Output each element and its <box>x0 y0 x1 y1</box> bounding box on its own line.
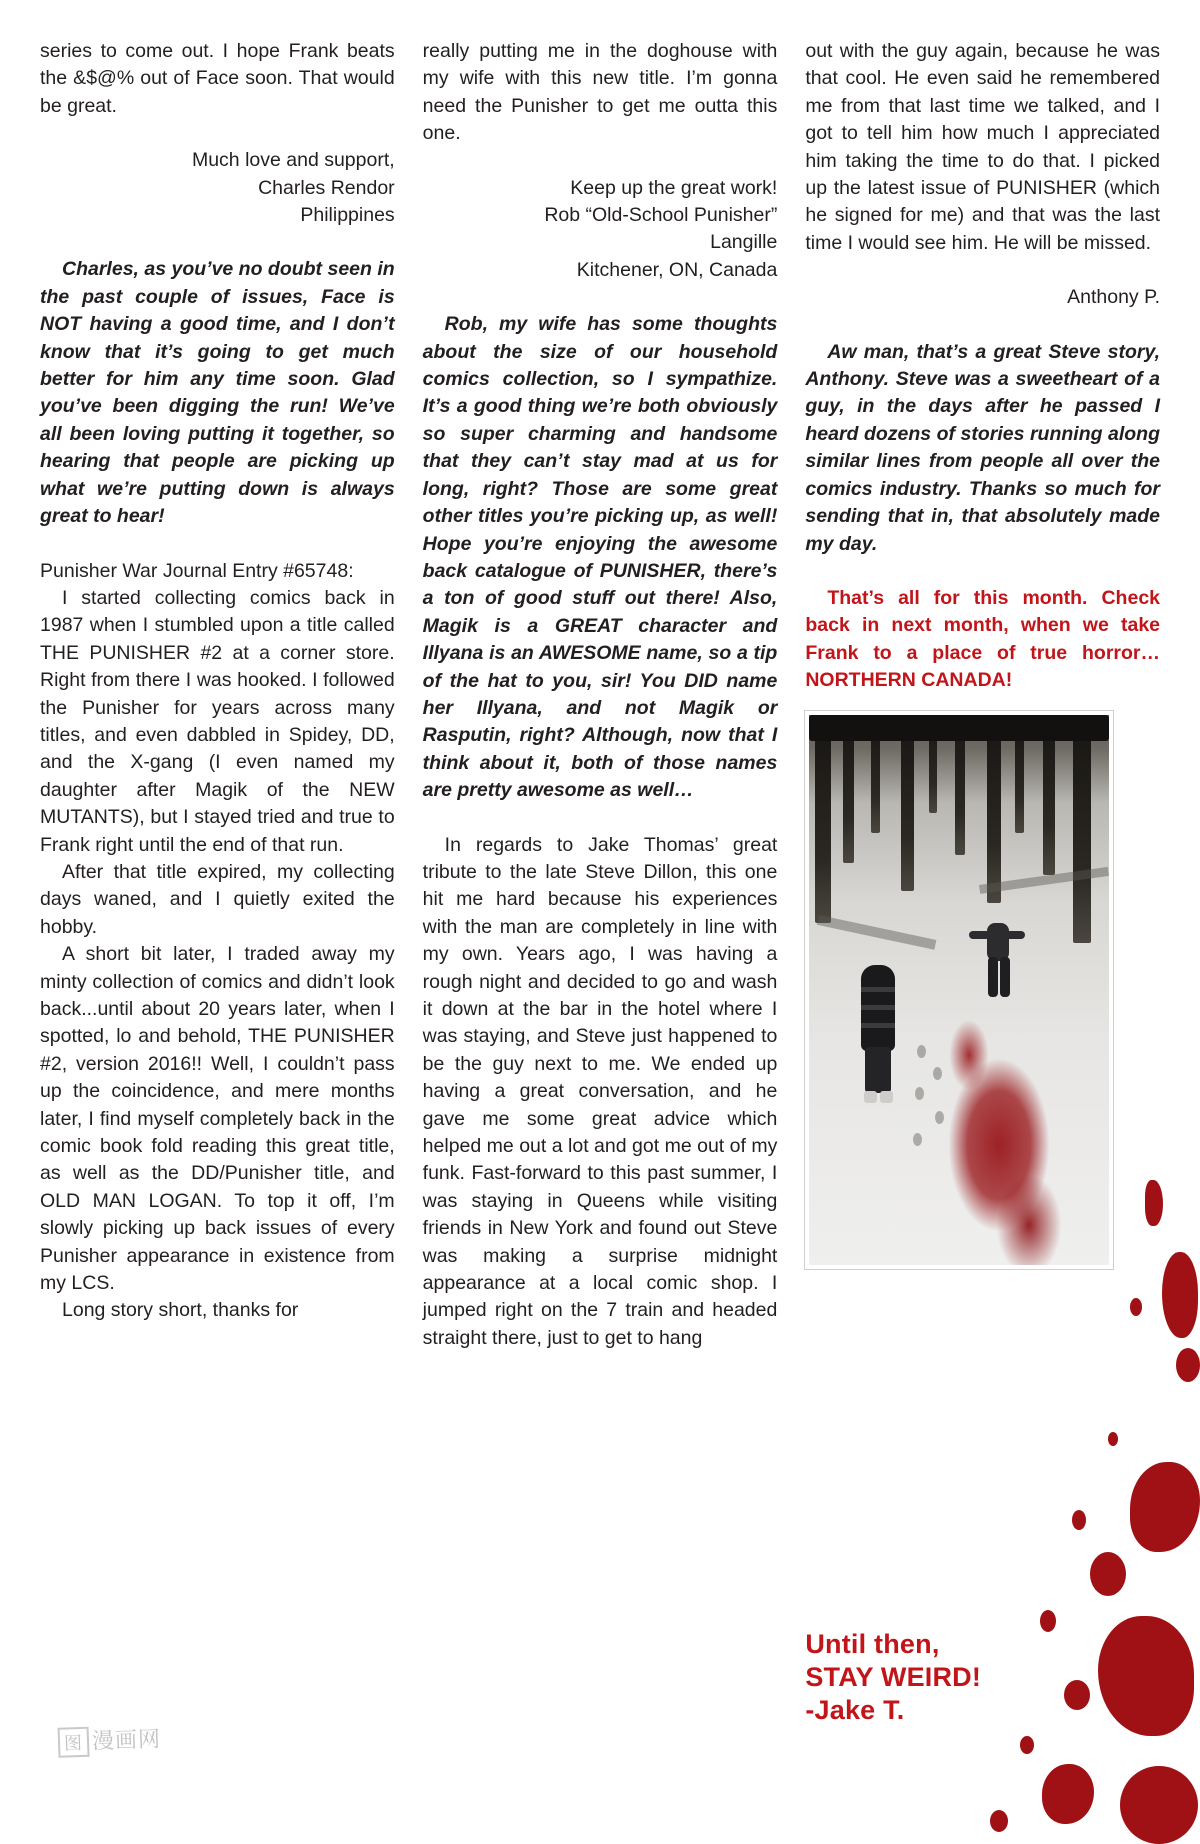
figure-stripe <box>861 1005 895 1010</box>
kneeling-figure-background <box>977 923 1017 1009</box>
editor-reply-two: Rob, my wife has some thoughts about the size of our household comics collection, so I sympathize. It’s a good thing we’re both obviously so super charming and handsome that they can’t stay mad at us for long, right? Those are some great other titles you’re picking up, as well! Hope you’re enjoying the awesome back catalogue of PUNISHER, there’s a ton of good stuff out there! Also, Magik is a GREAT character and Illyana is an AWESOME name, so a tip of the hat to you, sir! You DID name her Illyana, and not Magik or Rasputin, right? Although, now that I think about it, both of those names are pretty awesome as well… <box>422 313 778 802</box>
tree-trunk <box>1073 713 1091 943</box>
signoff-line-3: -Jake T. <box>805 1695 905 1725</box>
closing-note: That’s all for this month. Check back in next month, when we take Frank to a place of true horror…NORTHERN CANADA! <box>805 586 1161 692</box>
editor-reply-three: Aw man, that’s a great Steve story, Anthony. Steve was a sweetheart of a guy, in the days after he passed I heard dozens of stories running along similar lines from people all over the comics industry. Thanks so much for sending that in, that absolutely made my day. <box>805 340 1161 555</box>
letter-two-paragraph-three: A short bit later, I traded away my minty collection of comics and didn’t look back...until about 20 years later, when I spotted, lo and behold, THE PUNISHER #2, version 2016!! Well, I couldn’t pass up the coincidence, and mere months later, I find myself completely back in the comic book fold reading this great title, as well as the DD/Punisher title, and OLD MAN LOGAN. To top it off, I’m slowly picking up back issues of every Punisher appearance in existence from my LCS. <box>40 943 395 1295</box>
figure-leg <box>1000 957 1010 997</box>
site-watermark <box>57 1722 161 1758</box>
letter-three-continued: out with the guy again, because he was that cool. He even said he remembered me from that last time we talked, and I got to tell him how much I appreciated him taking the time to do that. I picked up the latest issue of PUNISHER (which he signed for me) and that was the last time I would see him. He will be missed. <box>805 40 1161 254</box>
letter-two-paragraph-one: I started collecting comics back in 1987 when I stumbled upon a title called THE PUNISHER #2 at a corner store. Right from there I was hooked. I followed the Punisher for years across many titles, and even dabbled in Spidey, DD, and the X-gang (I even named my daughter after Magik of the NEW MUTANTS), but I stayed tried and true to Frank right until the end of that run. <box>40 586 395 856</box>
three-column-layout <box>40 38 1160 1828</box>
letter-two-heading: Punisher War Journal Entry #65748: <box>40 559 354 582</box>
column-one <box>40 38 395 1828</box>
letter-three-signature: Anthony P. <box>1067 286 1161 309</box>
signoff-block <box>805 1628 1065 1727</box>
figure-stripe <box>861 987 895 992</box>
letter-one-signature-line2: Charles Rendor <box>258 176 395 199</box>
figure-stripe <box>861 1023 895 1028</box>
standing-figure-foreground <box>855 965 901 1105</box>
blood-drop <box>1162 1252 1198 1338</box>
letter-two-signature-line2: Rob “Old-School Punisher” <box>544 204 778 227</box>
letter-two-signature-line3: Langille <box>710 231 778 254</box>
footprint <box>917 1045 926 1058</box>
footprint <box>915 1087 924 1100</box>
figure-boot <box>880 1091 893 1103</box>
tree-trunk <box>815 713 831 923</box>
interior-art-panel <box>805 711 1113 1269</box>
letter-two-paragraph-four: Long story short, thanks for <box>62 1299 299 1322</box>
column-two <box>423 38 778 1828</box>
letter-one-signature-line1: Much love and support, <box>191 149 395 172</box>
figure-torso <box>987 923 1009 961</box>
editor-reply-one: Charles, as you’ve no doubt seen in the past couple of issues, Face is NOT having a good time, and I don’t know that it’s going to get much better for him any time soon. Glad you’ve been digging the run! We’ve all been loving putting it together, so hearing that people are picking up what we’re putting down is always great to hear! <box>40 258 395 528</box>
figure-leg <box>988 957 998 997</box>
letter-continued-two: really putting me in the doghouse with my wife with this new title. I’m gonna need the Punisher to get me outta this one. <box>422 40 778 145</box>
blood-trail <box>929 995 1079 1265</box>
figure-legs <box>865 1047 891 1093</box>
watermark-box: 图 <box>58 1727 90 1758</box>
figure-boot <box>864 1091 877 1103</box>
letter-one-body: series to come out. I hope Frank beats the &$@% out of Face soon. That would be great. <box>40 40 395 117</box>
footprint <box>913 1133 922 1146</box>
tree-trunk <box>987 713 1001 903</box>
signoff-line-1: Until then, <box>805 1629 940 1659</box>
letter-three-body: In regards to Jake Thomas’ great tribute to the late Steve Dillon, this one hit me hard because his experiences with the man are completely in line with my own. Years ago, I was having a rough night and decided to go and wash it down at the bar in the hotel where I was staying, and Steve just happened to be the guy next to me. We ended up having a great conversation, and he gave me some great advice which helped me out a lot and got me out of my funk. Fast-forward to this past summer, I was staying in Queens while visiting friends in New York and found out Steve was making a surprise midnight appearance at a local comic shop. I jumped right on the 7 train and headed straight there, just to get to hang <box>422 833 778 1349</box>
signoff-line-2: STAY WEIRD! <box>805 1662 982 1692</box>
blood-drop <box>1176 1348 1200 1382</box>
watermark-text: 漫画网 <box>91 1726 162 1754</box>
letter-two-signature-line4: Kitchener, ON, Canada <box>576 258 778 281</box>
letter-two-paragraph-two: After that title expired, my collecting days waned, and I quietly exited the hobby. <box>40 860 395 938</box>
letter-one-signature-line3: Philippines <box>300 204 395 227</box>
canopy-shadow <box>809 715 1109 741</box>
letter-two-signature-line1: Keep up the great work! <box>570 176 778 199</box>
column-three <box>805 38 1160 1828</box>
